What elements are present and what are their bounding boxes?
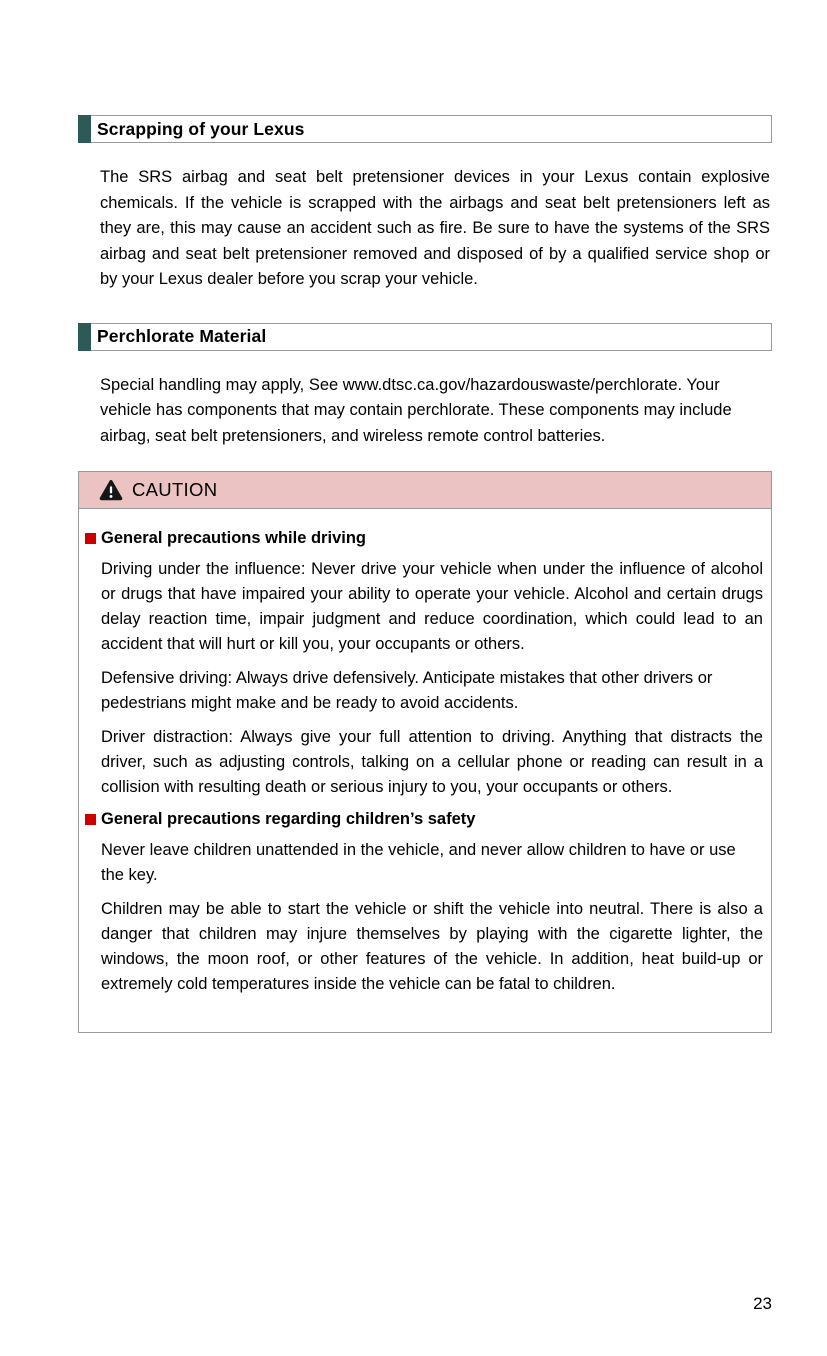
warning-triangle-icon [99,479,123,501]
section-header-perchlorate [78,323,772,351]
section-title: Scrapping of your Lexus [97,118,305,139]
section-title-box [91,323,772,351]
caution-box [78,471,772,1033]
caution-header [79,472,771,509]
section-body-scrapping: The SRS airbag and seat belt pretensioner devices in your Lexus contain explosive chemicals. If the vehicle is scrapped with the airbags and seat belt pretensioners left as they are, this may cause an accident such as fire. Be sure to have the systems of the SRS airbag and seat belt pretensioner removed and disposed of by a qualified service shop or by your Lexus dealer before you scrap your vehicle. [100,168,770,288]
caution-item-title: General precautions while driving [101,529,366,547]
caution-paragraph: Defensive driving: Always drive defensively. Anticipate mistakes that other drivers or pedestrians might make and be ready to avoid accidents. [101,669,713,712]
caution-paragraph: Children may be able to start the vehicle or shift the vehicle into neutral. There is also a danger that children may injure themselves by playing with the cigarette lighter, the windows, the moon roof, or other features of the vehicle. In addition, heat build-up or extremely cold temperatures inside the vehicle can be fatal to children. [101,900,763,993]
caution-item-heading-children [85,810,763,829]
red-square-bullet-icon [85,814,96,825]
section-title-box [91,115,772,143]
caution-body [79,509,771,1032]
caution-paragraph: Driver distraction: Always give your full attention to driving. Anything that distracts the driver, such as adjusting controls, talking on a cellular phone or reading can result in a collision with resulting death or serious injury to you, your occupants or others. [101,728,763,796]
section-accent-bar [78,323,91,351]
section-accent-bar [78,115,91,143]
caution-paragraph: Driving under the influence: Never drive your vehicle when under the influence of alcohol or drugs that have impaired your ability to operate your vehicle. Alcohol and certain drugs delay reaction time, impair judgment and reduce coordination, which could lead to an accident that will hurt or kill you, your occupants or others. [101,560,763,653]
caution-paragraph: Never leave children unattended in the vehicle, and never allow children to have or use the key. [101,841,736,884]
red-square-bullet-icon [85,533,96,544]
section-header-scrapping [78,115,772,143]
caution-label: CAUTION [132,479,218,500]
section-body-perchlorate: Special handling may apply, See www.dtsc.ca.gov/hazardouswaste/perchlorate. Your vehicle has components that may contain perchlorate. These components may include airbag, seat belt pretensioners, and wireless remote control batteries. [100,375,732,445]
caution-item-heading-driving [85,529,763,548]
page-number: 23 [753,1294,772,1313]
caution-item-title: General precautions regarding children’s safety [101,810,476,828]
section-title: Perchlorate Material [97,326,267,346]
manual-page [0,115,827,1356]
